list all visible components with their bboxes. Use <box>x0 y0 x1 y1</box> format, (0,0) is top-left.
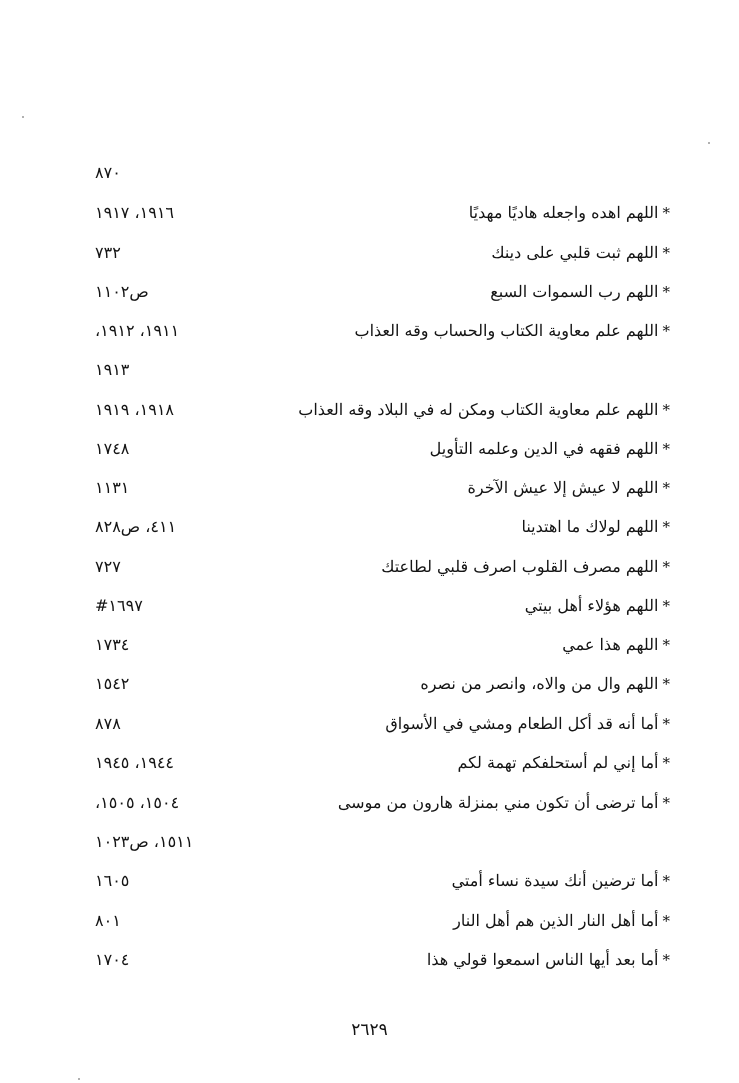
entry-refs: ١٩١١، ١٩١٢، <box>95 320 180 340</box>
entry-phrase <box>468 478 670 497</box>
entry-text: اللهم وال من والاه، وانصر من نصره <box>420 673 659 693</box>
entry-phrase <box>521 517 670 536</box>
entry-phrase <box>385 714 670 733</box>
index-entry <box>95 628 670 660</box>
entry-text: اللهم هذا عمي <box>562 634 659 654</box>
entry-bullet: * <box>662 635 670 654</box>
index-entry <box>95 471 670 503</box>
entry-bullet: * <box>662 557 670 576</box>
index-entry <box>95 864 670 896</box>
entry-refs: ص١١٠٢ <box>95 281 149 301</box>
entry-bullet: * <box>662 243 670 262</box>
entry-bullet: * <box>662 714 670 733</box>
index-entry <box>95 746 670 778</box>
entry-refs: ١٥٠٤، ١٥٠٥، <box>95 792 180 812</box>
entry-refs: ٨٧٠ <box>95 162 121 182</box>
entry-bullet: * <box>662 674 670 693</box>
index-entry <box>95 393 670 425</box>
entry-refs: ١٧٤٨ <box>95 438 130 458</box>
entry-phrase <box>338 793 670 812</box>
entry-text: اللهم فقهه في الدين وعلمه التأويل <box>429 438 659 458</box>
entry-bullet: * <box>662 950 670 969</box>
entry-phrase <box>490 282 670 301</box>
entry-phrase <box>458 753 670 772</box>
index-entry <box>95 904 670 936</box>
entry-text: اللهم هؤلاء أهل بيتي <box>524 595 659 615</box>
entry-text: اللهم ثبت قلبي على دينك <box>491 242 659 262</box>
entry-refs: ١٩١٨، ١٩١٩ <box>95 399 174 419</box>
entry-bullet: * <box>662 871 670 890</box>
entry-bullet: * <box>662 793 670 812</box>
entry-bullet: * <box>662 911 670 930</box>
entry-refs: ١٩٤٤، ١٩٤٥ <box>95 752 174 772</box>
index-entry <box>95 825 670 857</box>
index-entry <box>95 786 670 818</box>
scan-speck <box>22 116 24 118</box>
entry-phrase <box>453 911 670 930</box>
entry-text: اللهم علم معاوية الكتاب ومكن له في البلاد وقه العذاب <box>298 399 659 419</box>
entry-text: اللهم علم معاوية الكتاب والحساب وقه العذاب <box>354 320 659 340</box>
entry-refs: ٧٢٧ <box>95 556 121 576</box>
index-entry <box>95 510 670 542</box>
entry-phrase <box>562 635 670 654</box>
entry-phrase <box>430 439 670 458</box>
index-entry <box>95 314 670 346</box>
entry-text: أما أهل النار الذين هم أهل النار <box>453 910 659 930</box>
entry-refs: ٧٣٢ <box>95 242 121 262</box>
entry-refs: ١٥١١، ص١٠٢٣ <box>95 831 194 851</box>
entry-refs: ١٩١٦، ١٩١٧ <box>95 202 174 222</box>
index-entry <box>95 707 670 739</box>
entry-phrase <box>381 557 670 576</box>
entry-phrase <box>491 243 670 262</box>
entry-bullet: * <box>662 203 670 222</box>
entry-refs: ٤١١، ص٨٢٨ <box>95 516 177 536</box>
entry-phrase <box>525 596 670 615</box>
entry-refs: ٨٧٨ <box>95 713 121 733</box>
entry-bullet: * <box>662 282 670 301</box>
entry-refs: ٨٠١ <box>95 910 121 930</box>
index-entry <box>95 353 670 385</box>
index-entry <box>95 196 670 228</box>
entry-refs: ١٥٤٢ <box>95 673 130 693</box>
entry-refs: ١١٣١ <box>95 477 130 497</box>
entry-bullet: * <box>662 478 670 497</box>
entry-text: أما بعد أيها الناس اسمعوا قولي هذا <box>426 949 659 969</box>
entry-phrase <box>469 203 670 222</box>
entry-refs: ١٦٠٥ <box>95 870 130 890</box>
entry-phrase <box>427 950 670 969</box>
index-entry <box>95 667 670 699</box>
entry-text: اللهم لولاك ما اهتدينا <box>521 516 659 536</box>
entry-text: أما ترضى أن تكون مني بمنزلة هارون من موسى <box>337 792 659 812</box>
index-entry <box>95 432 670 464</box>
page-number: ٢٦٢٩ <box>351 1020 388 1040</box>
entry-bullet: * <box>662 439 670 458</box>
entry-text: اللهم مصرف القلوب اصرف قلبي لطاعتك <box>381 556 659 576</box>
entry-text: اللهم اهده واجعله هاديًا مهديًا <box>468 202 659 222</box>
index-entry <box>95 236 670 268</box>
entry-bullet: * <box>662 753 670 772</box>
entry-phrase <box>420 674 670 693</box>
entry-phrase <box>298 400 670 419</box>
index-entry <box>95 943 670 975</box>
entry-refs: ١٧٠٤ <box>95 949 130 969</box>
index-entry <box>95 275 670 307</box>
scan-speck <box>708 142 710 144</box>
entry-phrase <box>452 871 670 890</box>
entry-phrase <box>355 321 670 340</box>
index-entry <box>95 550 670 582</box>
entry-text: أما إني لم أستحلفكم تهمة لكم <box>457 752 659 772</box>
entry-text: أما أنه قد أكل الطعام ومشي في الأسواق <box>385 713 659 733</box>
entry-bullet: * <box>662 596 670 615</box>
entry-refs: ١٩١٣ <box>95 359 130 379</box>
entry-text: اللهم رب السموات السبع <box>490 281 659 301</box>
entry-refs: ١٧٣٤ <box>95 634 130 654</box>
index-entry <box>95 589 670 621</box>
scan-speck <box>78 1078 80 1080</box>
entry-refs: ١٦٩٧# <box>95 595 143 615</box>
entry-text: أما ترضين أنك سيدة نساء أمتي <box>451 870 659 890</box>
index-entry <box>95 156 670 188</box>
entry-bullet: * <box>662 321 670 340</box>
entry-bullet: * <box>662 517 670 536</box>
entry-bullet: * <box>662 400 670 419</box>
entry-text: اللهم لا عيش إلا عيش الآخرة <box>467 477 659 497</box>
